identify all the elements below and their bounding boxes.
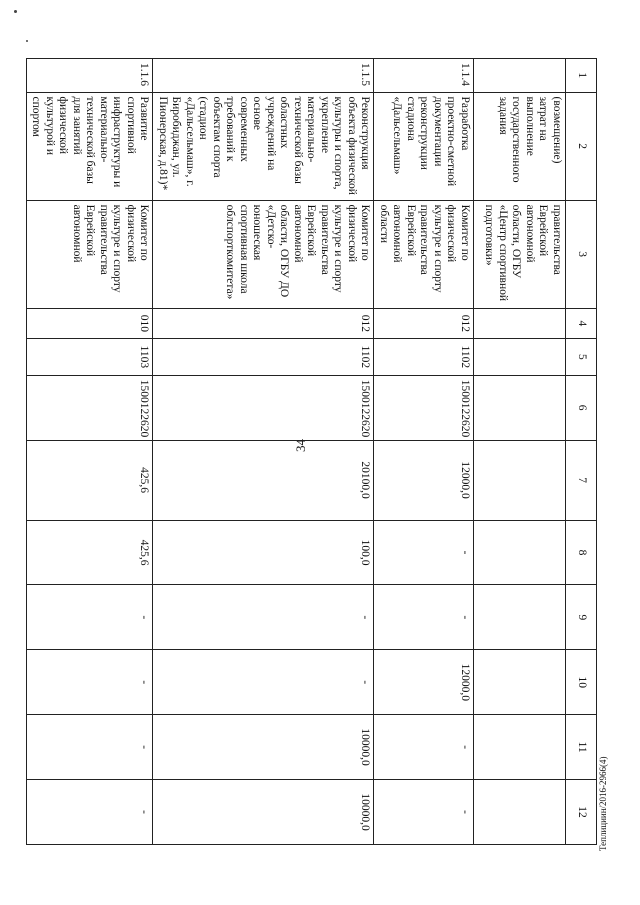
section-code-cell: 1102 — [153, 339, 374, 376]
column-header: 7 — [566, 440, 597, 520]
activity-name-cell: Разработка проектно-сметной документации реконструкции стадиона «Дальсельмаш» — [374, 92, 474, 200]
year-amount-cell: - — [153, 650, 374, 715]
total-amount-cell — [474, 440, 566, 520]
grbs-code-cell: 012 — [153, 308, 374, 338]
target-article-cell: 1500122620 — [153, 375, 374, 440]
column-header: 10 — [566, 650, 597, 715]
column-header: 2 — [566, 92, 597, 200]
year-amount-cell: - — [374, 715, 474, 780]
year-amount-cell: - — [27, 585, 154, 650]
column-header: 6 — [566, 375, 597, 440]
grbs-code-cell — [474, 308, 566, 338]
section-code-cell: 1102 — [374, 339, 474, 376]
activity-name-cell: (возмещение) затрат на выполнение государственного задания — [474, 92, 566, 200]
section-code-cell: 1103 — [27, 339, 154, 376]
row-number-cell: 1.1.5 — [153, 59, 374, 93]
year-amount-cell: 12000,0 — [374, 650, 474, 715]
year-amount-cell: - — [374, 585, 474, 650]
year-amount-cell: - — [27, 650, 154, 715]
activity-name-cell: Развитие спортивной инфраструктуры и материально-технической базы для занятий физической культурой и спортом — [27, 92, 154, 200]
year-amount-cell: 10000,0 — [153, 715, 374, 780]
column-header: 3 — [566, 200, 597, 308]
table-row — [27, 59, 154, 845]
column-header: 4 — [566, 308, 597, 338]
column-header: 12 — [566, 780, 597, 845]
page-number: 34 — [293, 439, 308, 452]
table-row — [374, 59, 474, 845]
column-header: 5 — [566, 339, 597, 376]
responsible-executor-cell: правительства Еврейской автономной области, ОГБУ «Центр спортивной подготовки» — [474, 200, 566, 308]
program-activities-table — [30, 58, 597, 845]
total-amount-cell: 425,6 — [27, 440, 154, 520]
row-number-cell — [474, 59, 566, 93]
total-amount-cell: 12000,0 — [374, 440, 474, 520]
year-amount-cell — [474, 520, 566, 585]
total-amount-cell: 20100,0 — [153, 440, 374, 520]
target-article-cell: 1500122620 — [27, 375, 154, 440]
year-amount-cell: 100,0 — [153, 520, 374, 585]
scan-speck — [26, 40, 28, 42]
column-header: 9 — [566, 585, 597, 650]
section-code-cell — [474, 339, 566, 376]
scan-speck — [14, 10, 17, 13]
year-amount-cell: 425,6 — [27, 520, 154, 585]
column-header: 11 — [566, 715, 597, 780]
row-number-cell: 1.1.4 — [374, 59, 474, 93]
grbs-code-cell: 010 — [27, 308, 154, 338]
year-amount-cell: 10000,0 — [153, 780, 374, 845]
activity-name-cell: Реконструкция объекта физической культуры и спорта, укрепление материально-технической базы областных учреждений на основе современных требований к объектам спорта (стадион «Дальсельмаш», г. Биробиджан, ул. Пионерская, д.81)* — [153, 92, 374, 200]
year-amount-cell — [474, 780, 566, 845]
year-amount-cell: - — [153, 585, 374, 650]
year-amount-cell: - — [27, 715, 154, 780]
document-footer-id: Теплициин/2016-2966(4) — [598, 756, 608, 851]
table-row — [153, 59, 374, 845]
year-amount-cell — [474, 715, 566, 780]
year-amount-cell: - — [27, 780, 154, 845]
year-amount-cell — [474, 650, 566, 715]
column-header: 8 — [566, 520, 597, 585]
year-amount-cell: - — [374, 780, 474, 845]
responsible-executor-cell: Комитет по физической культуре и спорту правительства Еврейской автономной области — [374, 200, 474, 308]
column-header: 1 — [566, 59, 597, 93]
grbs-code-cell: 012 — [374, 308, 474, 338]
year-amount-cell — [474, 585, 566, 650]
table-row — [474, 59, 566, 845]
row-number-cell: 1.1.6 — [27, 59, 154, 93]
responsible-executor-cell: Комитет по физической культуре и спорту правительства Еврейской автономной области, ОГБУ ДО «Детско-юношеская спортивная школа облспорткомитета» — [153, 200, 374, 308]
table-header-row — [566, 59, 597, 845]
responsible-executor-cell: Комитет по физической культуре и спорту правительства Еврейской автономной — [27, 200, 154, 308]
target-article-cell — [474, 375, 566, 440]
year-amount-cell: - — [374, 520, 474, 585]
target-article-cell: 1500122620 — [374, 375, 474, 440]
